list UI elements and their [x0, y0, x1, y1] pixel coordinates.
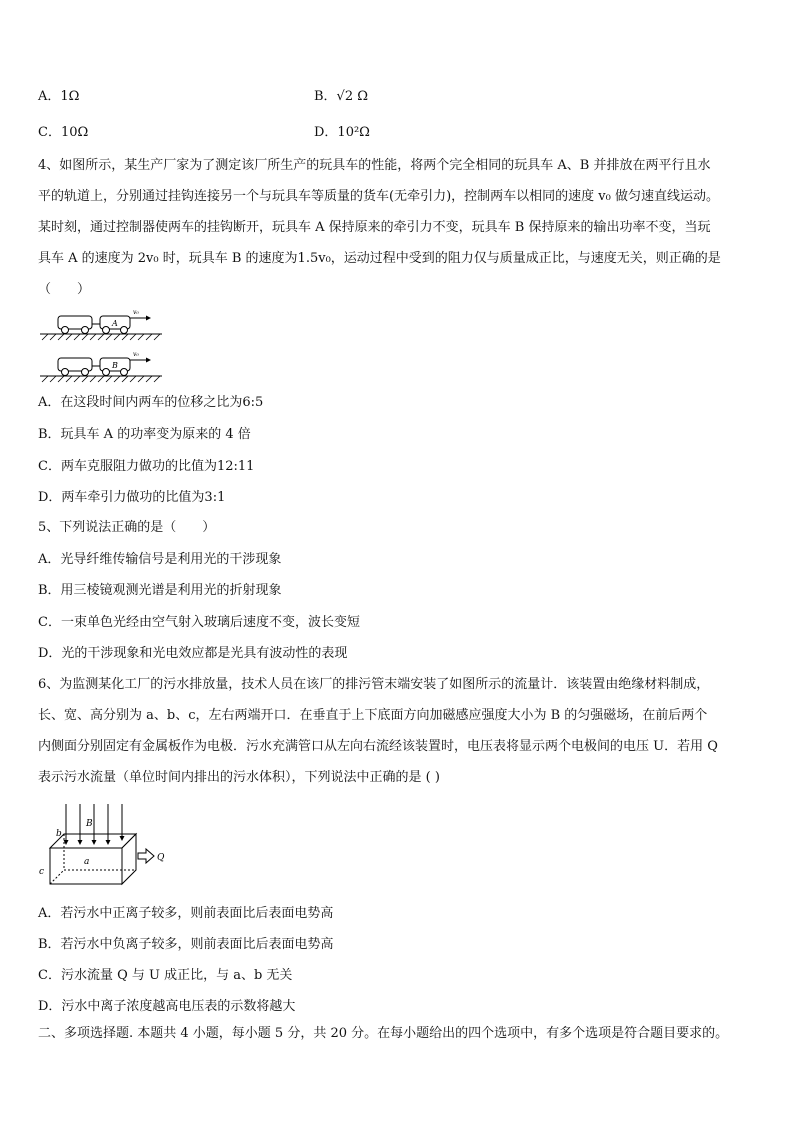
car-a-label: A	[112, 319, 118, 328]
q6-option-b: B．若污水中负离子较多，则前表面比后表面电势高	[38, 937, 334, 952]
q6-option-a: A．若污水中正离子较多，则前表面比后表面电势高	[38, 906, 334, 921]
q4-option-a: A．在这段时间内两车的位移之比为6:5	[38, 395, 264, 410]
q6-stem-line-4: 表示污水流量（单位时间内排出的污水体积），下列说法中正确的是 ( )	[38, 770, 440, 785]
q4-stem-line-3: 某时刻，通过控制器使两车的挂钩断开，玩具车 A 保持原来的牵引力不变，玩具车 B 保持原来的输出功率不变，当玩	[38, 220, 711, 235]
figure-label-a: a	[84, 857, 90, 867]
q5-option-c: C．一束单色光经由空气射入玻璃后速度不变，波长变短	[38, 615, 360, 630]
q5-option-a: A．光导纤维传输信号是利用光的干涉现象	[38, 552, 282, 567]
figure-label-b: b	[56, 829, 62, 839]
toy-car-figure	[36, 308, 166, 384]
q4-stem-line-5: （ ）	[38, 282, 91, 297]
q3-option-a: A．1Ω	[38, 89, 80, 104]
q6-option-c: C．污水流量 Q 与 U 成正比，与 a、b 无关	[38, 968, 293, 983]
flowmeter-figure	[36, 800, 172, 892]
q5-option-d: D．光的干涉现象和光电效应都是光具有波动性的表现	[38, 646, 348, 661]
figure-label-q: Q	[157, 853, 165, 863]
q3-option-b: B．√2 Ω	[314, 89, 369, 104]
q4-stem-line-1: 4、如图所示，某生产厂家为了测定该厂所生产的玩具车的性能，将两个完全相同的玩具车 A、B 并排放在两平行且水	[38, 158, 711, 173]
q6-stem-line-3: 内侧面分别固定有金属板作为电极．污水充满管口从左向右流经该装置时，电压表将显示两个电极间的电压 U．若用 Q	[38, 739, 718, 754]
figure-label-c: c	[39, 867, 45, 877]
q6-stem-line-2: 长、宽、高分别为 a、b、c，左右两端开口．在垂直于上下底面方向加磁感应强度大小为 B 的匀强磁场，在前后两个	[38, 708, 708, 723]
q4-stem-line-4: 具车 A 的速度为 2v₀ 时，玩具车 B 的速度为1.5v₀，运动过程中受到的阻力仅与质量成正比，与速度无关，则正确的是	[38, 251, 721, 266]
q5-stem: 5、下列说法正确的是（ ）	[38, 520, 216, 535]
q5-option-b: B．用三棱镜观测光谱是利用光的折射现象	[38, 583, 282, 598]
q3-option-d: D．10²Ω	[314, 125, 370, 140]
q6-option-d: D．污水中离子浓度越高电压表的示数将越大	[38, 999, 296, 1014]
q4-stem-line-2: 平的轨道上，分别通过挂钩连接另一个与玩具车等质量的货车(无牵引力)，控制两车以相同的速度 v₀ 做匀速直线运动。	[38, 189, 719, 204]
figure-label-field-b: B	[86, 819, 93, 829]
section2-heading: 二、多项选择题. 本题共 4 小题，每小题 5 分，共 20 分。在每小题给出的四个选项中，有多个选项是符合题目要求的。	[38, 1026, 729, 1041]
q4-option-d: D．两车牵引力做功的比值为3:1	[38, 490, 226, 505]
q4-option-b: B．玩具车 A 的功率变为原来的 4 倍	[38, 427, 251, 442]
velocity-label-b: v₀	[133, 351, 139, 358]
velocity-label-a: v₀	[133, 309, 139, 316]
q6-stem-line-1: 6、为监测某化工厂的污水排放量，技术人员在该厂的排污管末端安装了如图所示的流量计．该装置由绝缘材料制成，	[38, 677, 710, 692]
q3-option-c: C．10Ω	[38, 125, 89, 140]
car-b-label: B	[112, 361, 118, 370]
q4-option-c: C．两车克服阻力做功的比值为12:11	[38, 459, 255, 474]
